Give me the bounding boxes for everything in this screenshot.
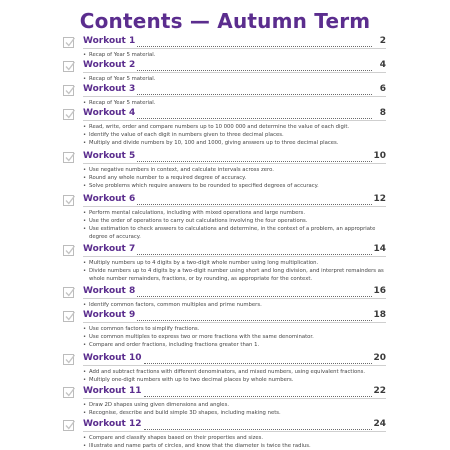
tick-icon — [64, 194, 76, 206]
workout-title: Workout 9 — [83, 310, 136, 320]
entry-rule — [83, 206, 386, 207]
workout-title: Workout 11 — [83, 386, 142, 396]
bullet-list — [66, 209, 386, 241]
bullet-list — [66, 301, 386, 309]
workout-title: Workout 1 — [83, 36, 136, 46]
bullet-list — [66, 259, 386, 283]
entry-rule — [83, 322, 386, 323]
bullet-item: • Round any whole number to a required degree of accuracy. — [83, 174, 386, 182]
tick-icon — [64, 151, 76, 163]
checkbox[interactable] — [63, 109, 74, 120]
dot-leader — [137, 320, 372, 321]
entry-rule — [83, 163, 386, 164]
bullet-item: • Read, write, order and compare numbers up to 10 000 000 and determine the value of each digit. — [83, 123, 386, 131]
tick-icon — [64, 84, 76, 96]
workout-title: Workout 3 — [83, 84, 136, 94]
tick-icon — [64, 36, 76, 48]
page-number: 4 — [379, 60, 386, 70]
contents-entry — [66, 287, 386, 309]
contents-entry — [66, 109, 386, 147]
checkbox[interactable] — [63, 311, 74, 322]
dot-leader — [144, 429, 372, 430]
contents-entry — [66, 420, 386, 450]
bullet-list — [66, 368, 386, 384]
bullet-item: • Recognise, describe and build simple 3D shapes, including making nets. — [83, 409, 386, 417]
bullet-item: • Add and subtract fractions with different denominators, and mixed numbers, using equivalent fractions. — [83, 368, 386, 376]
checkbox[interactable] — [63, 387, 74, 398]
checkbox[interactable] — [63, 354, 74, 365]
bullet-item: • Compare and classify shapes based on their properties and sizes. — [83, 434, 386, 442]
dot-leader — [144, 396, 372, 397]
entry-rule — [83, 398, 386, 399]
page-number: 10 — [373, 151, 386, 161]
bullet-item: • Solve problems which require answers to be rounded to specified degrees of accuracy. — [83, 182, 386, 190]
entry-rule — [83, 256, 386, 257]
checkbox[interactable] — [63, 195, 74, 206]
entry-heading-row — [66, 420, 386, 432]
bullet-list — [66, 75, 386, 83]
dot-leader — [137, 296, 372, 297]
bullet-item: • Use negative numbers in context, and calculate intervals across zero. — [83, 166, 386, 174]
entry-heading-row — [66, 245, 386, 257]
page-title: Contents — Autumn Term — [79, 9, 371, 33]
dot-leader — [144, 363, 372, 364]
entry-heading-row — [66, 37, 386, 49]
entry-heading-row — [66, 152, 386, 164]
page-number: 2 — [379, 36, 386, 46]
tick-icon — [64, 286, 76, 298]
bullet-list — [66, 51, 386, 59]
bullet-item: • Multiply numbers up to 4 digits by a two-digit whole number using long multiplication. — [83, 259, 386, 267]
entry-rule — [83, 48, 386, 49]
bullet-item: • Multiply and divide numbers by 10, 100 and 1000, giving answers up to three decimal places. — [83, 139, 386, 147]
bullet-item: • Perform mental calculations, including with mixed operations and large numbers. — [83, 209, 386, 217]
entry-rule — [83, 365, 386, 366]
bullet-item: • Compare and order fractions, including fractions greater than 1. — [83, 341, 386, 349]
checkbox[interactable] — [63, 245, 74, 256]
checkbox[interactable] — [63, 152, 74, 163]
page-number: 20 — [373, 353, 386, 363]
tick-icon — [64, 60, 76, 72]
bullet-list — [66, 325, 386, 349]
tick-icon — [64, 386, 76, 398]
contents-entry — [66, 61, 386, 83]
tick-icon — [64, 244, 76, 256]
contents-entry — [66, 37, 386, 59]
workout-title: Workout 7 — [83, 244, 136, 254]
bullet-item: • Divide numbers up to 4 digits by a two-digit number using short and long division, and interpret remainders as whole number remainders, fractions, or by rounding, as appropriate for the context. — [83, 267, 386, 283]
entry-rule — [83, 298, 386, 299]
entry-heading-row — [66, 287, 386, 299]
contents-entry — [66, 195, 386, 241]
tick-icon — [64, 108, 76, 120]
contents-entry — [66, 311, 386, 349]
dot-leader — [137, 204, 372, 205]
entry-heading-row — [66, 109, 386, 121]
entry-rule — [83, 72, 386, 73]
bullet-item: • Recap of Year 5 material. — [83, 51, 386, 59]
dot-leader — [137, 46, 372, 47]
workout-title: Workout 10 — [83, 353, 142, 363]
bullet-item: • Use common multiples to express two or more fractions with the same denominator. — [83, 333, 386, 341]
bullet-item: • Draw 2D shapes using given dimensions and angles. — [83, 401, 386, 409]
bullet-list — [66, 401, 386, 417]
workout-title: Workout 5 — [83, 151, 136, 161]
entry-rule — [83, 96, 386, 97]
page-number: 8 — [379, 108, 386, 118]
bullet-list — [66, 166, 386, 190]
bullet-item: • Use the order of operations to carry out calculations involving the four operations. — [83, 217, 386, 225]
page-number: 12 — [373, 194, 386, 204]
bullet-item: • Multiply one-digit numbers with up to two decimal places by whole numbers. — [83, 376, 386, 384]
bullet-list — [66, 123, 386, 147]
workout-title: Workout 8 — [83, 286, 136, 296]
entry-heading-row — [66, 387, 386, 399]
contents-entry — [66, 152, 386, 190]
checkbox[interactable] — [63, 287, 74, 298]
dot-leader — [137, 254, 372, 255]
workout-title: Workout 2 — [83, 60, 136, 70]
page-number: 18 — [373, 310, 386, 320]
entry-heading-row — [66, 195, 386, 207]
bullet-item: • Recap of Year 5 material. — [83, 99, 386, 107]
page-number: 22 — [373, 386, 386, 396]
tick-icon — [64, 353, 76, 365]
bullet-list — [66, 99, 386, 107]
entry-rule — [83, 431, 386, 432]
dot-leader — [137, 70, 372, 71]
contents-entry — [66, 85, 386, 107]
checkbox[interactable] — [63, 37, 74, 48]
dot-leader — [137, 161, 372, 162]
contents-entry — [66, 245, 386, 283]
workout-title: Workout 4 — [83, 108, 136, 118]
page-number: 6 — [379, 84, 386, 94]
bullet-item: • Use common factors to simplify fractions. — [83, 325, 386, 333]
workout-title: Workout 12 — [83, 419, 142, 429]
contents-entry — [66, 387, 386, 417]
entry-heading-row — [66, 354, 386, 366]
bullet-item: • Use estimation to check answers to calculations and determine, in the context of a problem, an appropriate degree of accuracy. — [83, 225, 386, 241]
entry-rule — [83, 120, 386, 121]
bullet-item: • Identify the value of each digit in numbers given to three decimal places. — [83, 131, 386, 139]
tick-icon — [64, 419, 76, 431]
contents-entry — [66, 354, 386, 384]
dot-leader — [137, 118, 372, 119]
bullet-item: • Illustrate and name parts of circles, and know that the diameter is twice the radius. — [83, 442, 386, 450]
dot-leader — [137, 94, 372, 95]
page-number: 24 — [373, 419, 386, 429]
checkbox[interactable] — [63, 61, 74, 72]
workout-title: Workout 6 — [83, 194, 136, 204]
entry-heading-row — [66, 85, 386, 97]
bullet-item: • Recap of Year 5 material. — [83, 75, 386, 83]
entry-heading-row — [66, 311, 386, 323]
page-number: 14 — [373, 244, 386, 254]
bullet-list — [66, 434, 386, 450]
checkbox[interactable] — [63, 420, 74, 431]
entry-heading-row — [66, 61, 386, 73]
checkbox[interactable] — [63, 85, 74, 96]
bullet-item: • Identify common factors, common multiples and prime numbers. — [83, 301, 386, 309]
page-number: 16 — [373, 286, 386, 296]
tick-icon — [64, 310, 76, 322]
